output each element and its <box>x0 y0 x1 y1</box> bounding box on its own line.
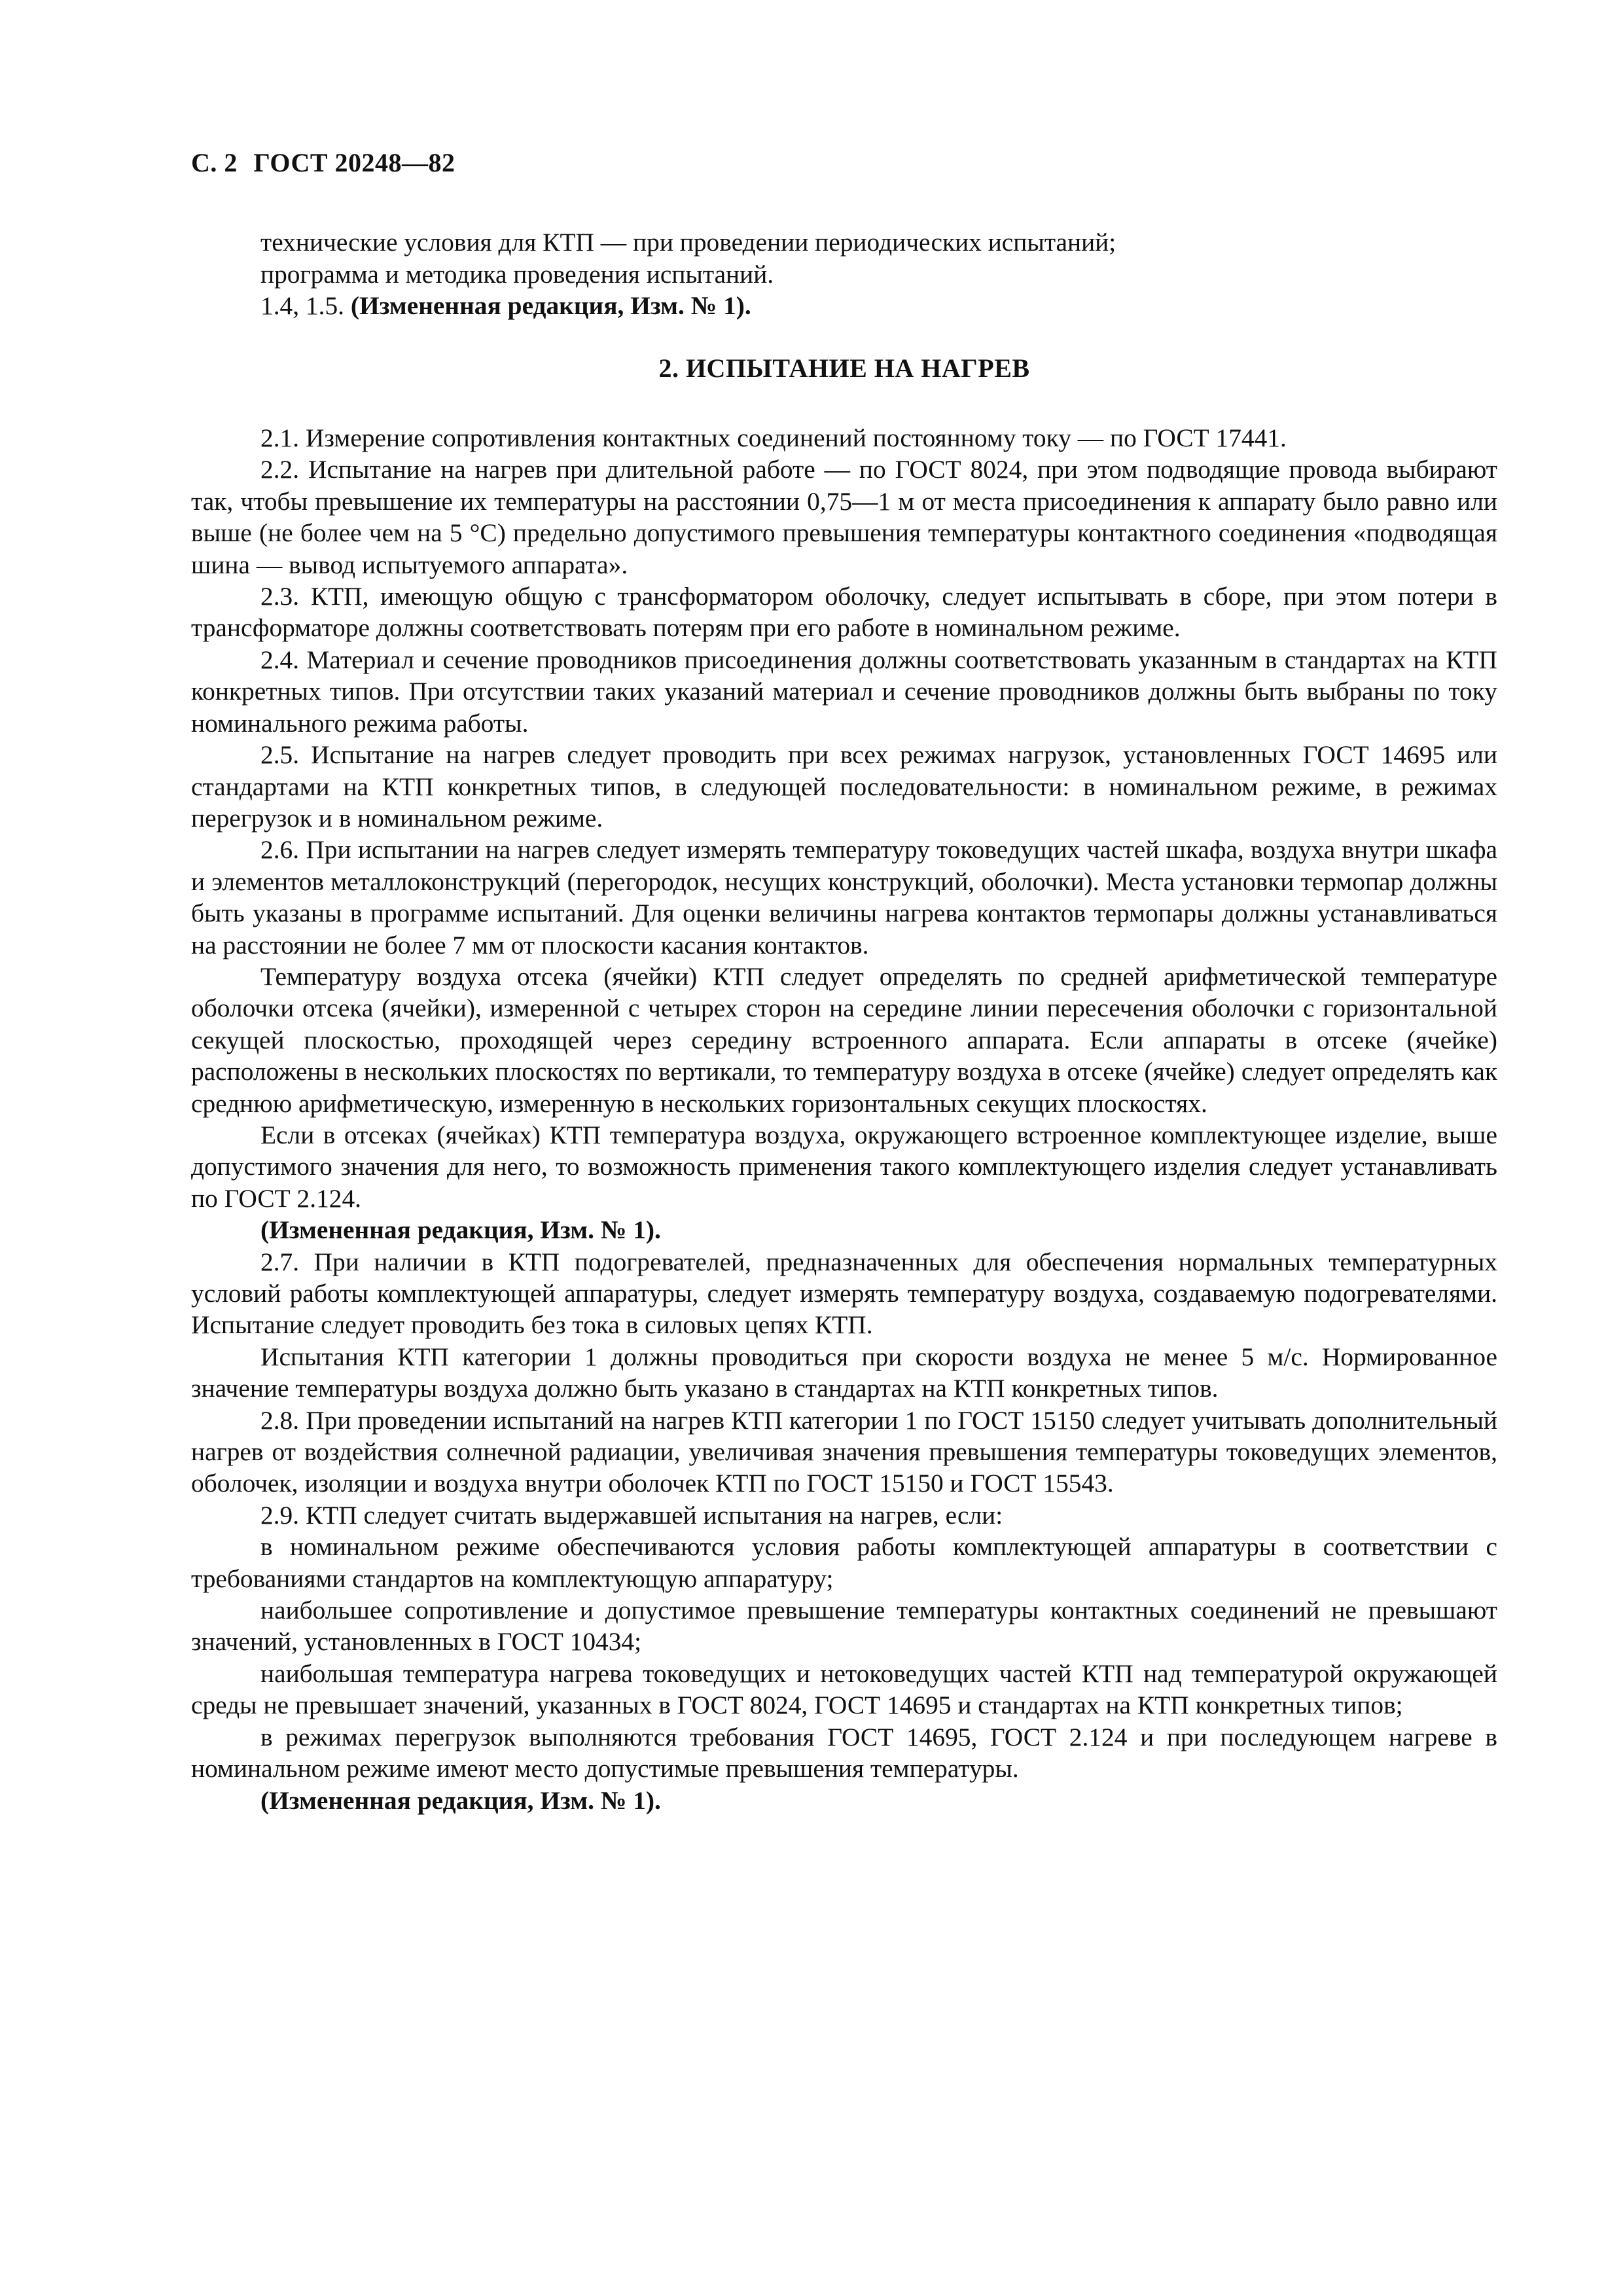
paragraph-number: 2.4. <box>260 645 300 674</box>
standard-code: ГОСТ 20248—82 <box>253 148 455 177</box>
paragraph-2-6-c: Если в отсеках (ячейках) КТП температура воздуха, окружающего встроенное комплектующее изделие, выше допустимого значения для него, то возможность применения такого комплектующего изделия следует устанавливать по ГОСТ 2.124. <box>191 1120 1497 1213</box>
paragraph-text: Материал и сечение проводников присоединения должны соответствовать указанным в стандартах на КТП конкретных типов. При отсутствии таких указаний материал и сечение проводников должны быть выбраны по току номинального режима работы. <box>191 645 1497 738</box>
paragraph-text: При проведении испытаний на нагрев КТП категории 1 по ГОСТ 15150 следует учитывать дополнительный нагрев от воздействия солнечной радиации, увеличивая значения превышения температуры токоведущих элементов, оболочек, изоляции и воздуха внутри оболочек КТП по ГОСТ 15150 и ГОСТ 15543. <box>191 1405 1498 1498</box>
paragraph-2-4 <box>191 644 1497 739</box>
paragraph-2-9-d: в режимах перегрузок выполняются требования ГОСТ 14695, ГОСТ 2.124 и при последующем нагреве в номинальном режиме имеют место допустимые превышения температуры. <box>191 1722 1497 1784</box>
paragraph-number: 2.3. <box>260 582 300 611</box>
page-number: С. 2 <box>191 148 238 177</box>
paragraph-text: При испытании на нагрев следует измерять температуру токоведущих частей шкафа, воздуха внутри шкафа и элементов металлоконструкций (перегородок, несущих конструкций, оболочки). Места установки термопар должны быть указаны в программе испытаний. Для оценки величины нагрева контактов термопары должны устанавливаться на расстоянии не более 7 мм от плоскости касания контактов. <box>191 835 1497 960</box>
paragraph-number: 2.9. <box>260 1500 300 1530</box>
paragraph-number: 2.6. <box>260 835 300 865</box>
paragraph-2-9-amendment: (Измененная редакция, Изм. № 1). <box>260 1785 661 1815</box>
paragraph-2-2 <box>191 454 1497 581</box>
document-page <box>191 147 1497 1816</box>
paragraph-2-9-b: наибольшее сопротивление и допустимое превышение температуры контактных соединений не превышают значений, установленных в ГОСТ 10434; <box>191 1596 1497 1657</box>
paragraph-number: 2.5. <box>260 740 300 770</box>
intro-amendment <box>191 290 1497 321</box>
paragraph-number: 2.1. <box>260 423 300 453</box>
paragraph-2-1 <box>191 422 1497 454</box>
paragraph-2-7 <box>191 1246 1497 1341</box>
intro-amend-ref: 1.4, 1.5. <box>260 291 345 321</box>
intro-amend-note: (Измененная редакция, Изм. № 1). <box>350 291 751 321</box>
paragraph-text: Испытание на нагрев следует проводить при всех режимах нагрузок, установленных ГОСТ 14695 или стандартами на КТП конкретных типов, в следующей последовательности: в номинальном режиме, в режимах перегрузок и в номинальном режиме. <box>191 740 1497 833</box>
paragraph-text: КТП следует считать выдержавшей испытания на нагрев, если: <box>305 1500 1003 1530</box>
intro-line-2: программа и методика проведения испытаний. <box>260 259 774 289</box>
paragraph-2-9-c: наибольшая температура нагрева токоведущих и нетоковедущих частей КТП над температурой окружающей среды не превышает значений, указанных в ГОСТ 8024, ГОСТ 14695 и стандартах на КТП конкретных типов; <box>191 1659 1497 1720</box>
paragraph-text: Измерение сопротивления контактных соединений постоянному току — по ГОСТ 17441. <box>305 423 1287 453</box>
paragraph-number: 2.7. <box>260 1247 300 1276</box>
page-header <box>191 147 1497 179</box>
paragraph-2-9-a: в номинальном режиме обеспечиваются условия работы комплектующей аппаратуры в соответствии с требованиями стандартов на комплектующую аппаратуру; <box>191 1532 1497 1593</box>
paragraph-number: 2.2. <box>260 455 300 484</box>
intro-line-1: технические условия для КТП — при проведении периодических испытаний; <box>260 228 1116 257</box>
section-title: 2. ИСПЫТАНИЕ НА НАГРЕВ <box>658 353 1030 383</box>
paragraph-number: 2.8. <box>260 1405 300 1435</box>
paragraph-text: Испытание на нагрев при длительной работе — по ГОСТ 8024, при этом подводящие провода выбирают так, чтобы превышение их температуры на расстоянии 0,75—1 м от места присоединения к аппарату было равно или выше (не более чем на 5 °С) предельно допустимого превышения температуры контактного соединения «подводящая шина — вывод испытуемого аппарата». <box>191 455 1497 579</box>
paragraph-2-7-b: Испытания КТП категории 1 должны проводиться при скорости воздуха не менее 5 м/с. Нормированное значение температуры воздуха должно быть указано в стандартах на КТП конкретных типов. <box>191 1342 1497 1403</box>
paragraph-text: При наличии в КТП подогревателей, предназначенных для обеспечения нормальных температурных условий работы комплектующей аппаратуры, следует измерять температуру воздуха, создаваемую подогревателями. Испытание следует проводить без тока в силовых цепях КТП. <box>191 1247 1497 1340</box>
paragraph-2-5 <box>191 739 1497 834</box>
paragraph-2-8 <box>191 1405 1497 1499</box>
paragraph-2-6 <box>191 834 1497 961</box>
paragraph-2-6-amendment: (Измененная редакция, Изм. № 1). <box>260 1215 661 1245</box>
paragraph-2-6-b: Температуру воздуха отсека (ячейки) КТП следует определять по средней арифметической температуре оболочки отсека (ячейки), измеренной с четырех сторон на середине линии пересечения оболочки с горизонтальной секущей плоскостью, проходящей через середину встроенного аппарата. Если аппараты в отсеке (ячейке) расположены в нескольких плоскостях по вертикали, то температуру воздуха в отсеке (ячейке) следует определять как среднюю арифметическую, измеренную в нескольких горизонтальных секущих плоскостях. <box>191 961 1497 1118</box>
paragraph-text: КТП, имеющую общую с трансформатором оболочку, следует испытывать в сборе, при этом потери в трансформаторе должны соответствовать потерям при его работе в номинальном режиме. <box>191 582 1497 643</box>
paragraph-2-3 <box>191 581 1497 644</box>
paragraph-2-9 <box>191 1499 1497 1531</box>
